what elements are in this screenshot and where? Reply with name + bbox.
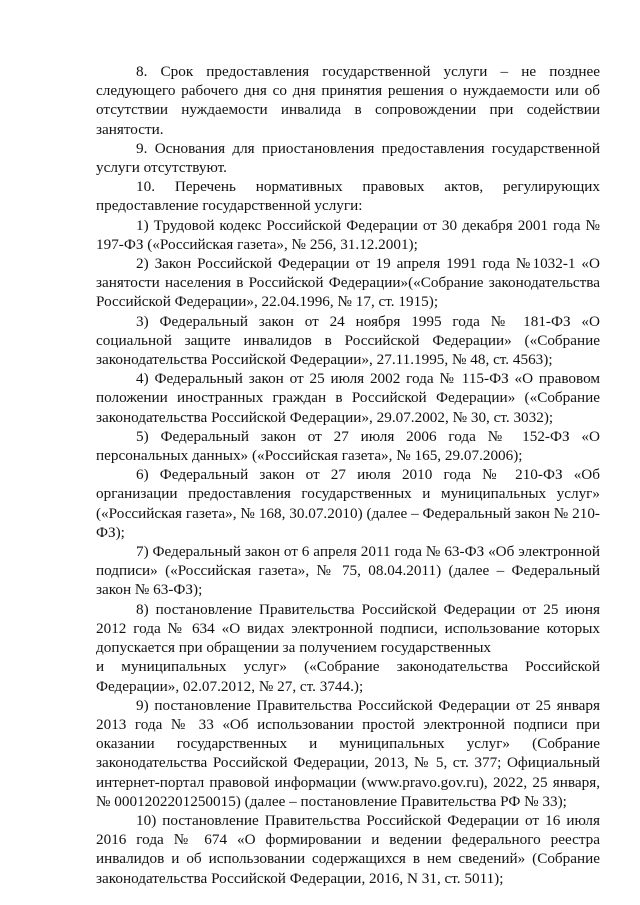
document-page [96, 62, 600, 888]
legal-act-item-7: 7) Федеральный закон от 6 апреля 2011 года № 63-ФЗ «Об электронной подписи» («Российская газета», № 75, 08.04.2011) (далее – Федеральный закон № 63-ФЗ); [96, 543, 600, 599]
legal-act-item-5: 5) Федеральный закон от 27 июля 2006 года № 152-ФЗ «О персональных данных» («Российская газета», № 165, 29.07.2006); [96, 427, 600, 465]
legal-act-item-10: 10) постановление Правительства Российской Федерации от 16 июля 2016 года № 674 «О формировании и ведении федерального реестра инвалидов и об использовании содержащихся в нем сведений» (Собрание законодательства Российской Федерации, 2016, N 31, ст. 5011); [96, 811, 600, 887]
legal-act-item-2: 2) Закон Российской Федерации от 19 апреля 1991 года №1032-1 «О занятости населения в Российской Федерации»(«Собрание законодательства Российской Федерации», 22.04.1996, № 17, ст. 1915); [96, 255, 600, 311]
legal-act-item-9: 9) постановление Правительства Российской Федерации от 25 января 2013 года № 33 «Об использовании простой электронной подписи при оказании государственных и муниципальных услуг» (Собрание законодательства Российской Федерации, 2013, № 5, ст. 377; Официальный интернет-портал правовой информации (www.pravo.gov.ru), 2022, 25 января, № 0001202201250015) (далее – постановление Правительства РФ № 33); [96, 696, 600, 810]
legal-act-item-6: 6) Федеральный закон от 27 июля 2010 года № 210-ФЗ «Об организации предоставления государственных и муниципальных услуг» («Российская газета», № 168, 30.07.2010) (далее – Федеральный закон № 210-ФЗ); [96, 466, 600, 541]
legal-act-item-4: 4) Федеральный закон от 25 июля 2002 года № 115-ФЗ «О правовом положении иностранных граждан в Российской Федерации» («Собрание законодательства Российской Федерации», 29.07.2002, № 30, ст. 3032); [96, 370, 600, 426]
legal-act-item-8: 8) постановление Правительства Российской Федерации от 25 июня 2012 года № 634 «О видах электронной подписи, использование которых допускается при обращении за получением государственных [96, 600, 600, 657]
legal-act-item-8-continued: и муниципальных услуг» («Собрание законодательства Российской Федерации», 02.07.2012, № 27, ст. 3744.); [96, 658, 600, 695]
legal-act-item-3: 3) Федеральный закон от 24 ноября 1995 года № 181-ФЗ «О социальной защите инвалидов в Российской Федерации» («Собрание законодательства Российской Федерации», 27.11.1995, № 48, ст. 4563); [96, 312, 600, 369]
paragraph-10-legal-acts-heading: 10. Перечень нормативных правовых актов, регулирующих предоставление государственной услуги: [96, 178, 600, 215]
legal-act-item-1: 1) Трудовой кодекс Российской Федерации от 30 декабря 2001 года № 197-ФЗ («Российская газета», № 256, 31.12.2001); [96, 216, 600, 253]
paragraph-8-service-term: 8. Срок предоставления государственной услуги – не позднее следующего рабочего дня со дня принятия решения о нуждаемости или об отсутствии нуждаемости инвалида в сопровождении при содействии занятости. [96, 63, 600, 138]
paragraph-9-suspension-grounds: 9. Основания для приостановления предоставления государственной услуги отсутствуют. [96, 139, 600, 177]
